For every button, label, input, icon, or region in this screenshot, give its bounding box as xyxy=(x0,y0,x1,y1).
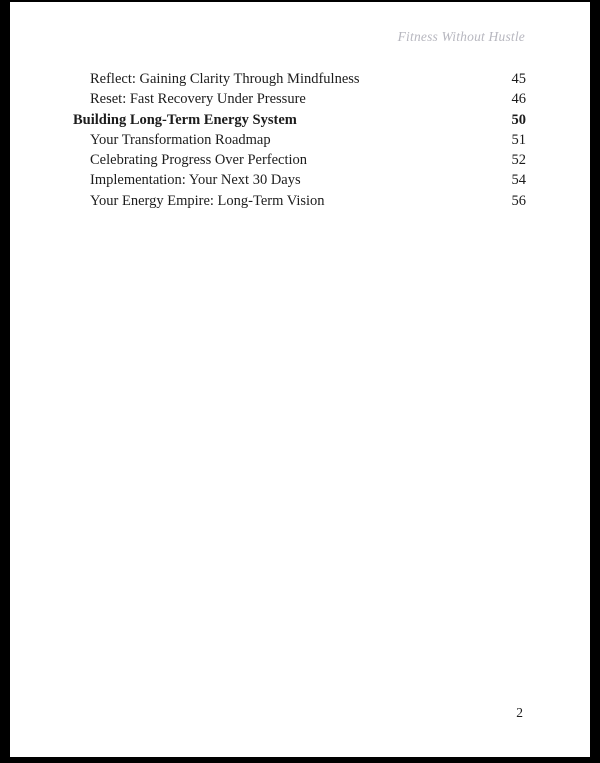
toc-entry-title: Reset: Fast Recovery Under Pressure xyxy=(90,91,306,108)
toc-entry[interactable] xyxy=(73,130,526,150)
toc-entry-title: Your Energy Empire: Long-Term Vision xyxy=(90,192,325,209)
toc-entry-page: 52 xyxy=(511,152,526,169)
toc-entry-page: 51 xyxy=(511,131,526,148)
toc-entry-page: 45 xyxy=(511,71,526,87)
toc-entry[interactable] xyxy=(73,191,526,211)
page-number: 2 xyxy=(516,705,523,720)
toc-entry[interactable] xyxy=(73,89,526,109)
toc-entry-title: Implementation: Your Next 30 Days xyxy=(90,172,301,189)
toc-entry[interactable] xyxy=(73,150,526,170)
toc-entry-title: Celebrating Progress Over Perfection xyxy=(90,152,308,169)
toc-entry-page: 56 xyxy=(511,192,526,209)
toc-entry-page: 54 xyxy=(511,172,526,189)
toc-entry[interactable] xyxy=(73,170,526,190)
toc-list xyxy=(73,69,526,211)
document-page xyxy=(10,2,590,757)
toc-entry[interactable] xyxy=(73,69,526,89)
toc-entry-page: 50 xyxy=(511,111,526,128)
toc-entry[interactable] xyxy=(73,110,526,130)
toc-entry-title: Reflect: Gaining Clarity Through Mindfulness xyxy=(90,71,360,87)
toc-entry-page: 46 xyxy=(511,91,526,108)
running-header: Fitness Without Hustle xyxy=(397,29,525,44)
toc-entry-title: Building Long-Term Energy System xyxy=(73,111,297,128)
toc-entry-title: Your Transformation Roadmap xyxy=(90,131,271,148)
